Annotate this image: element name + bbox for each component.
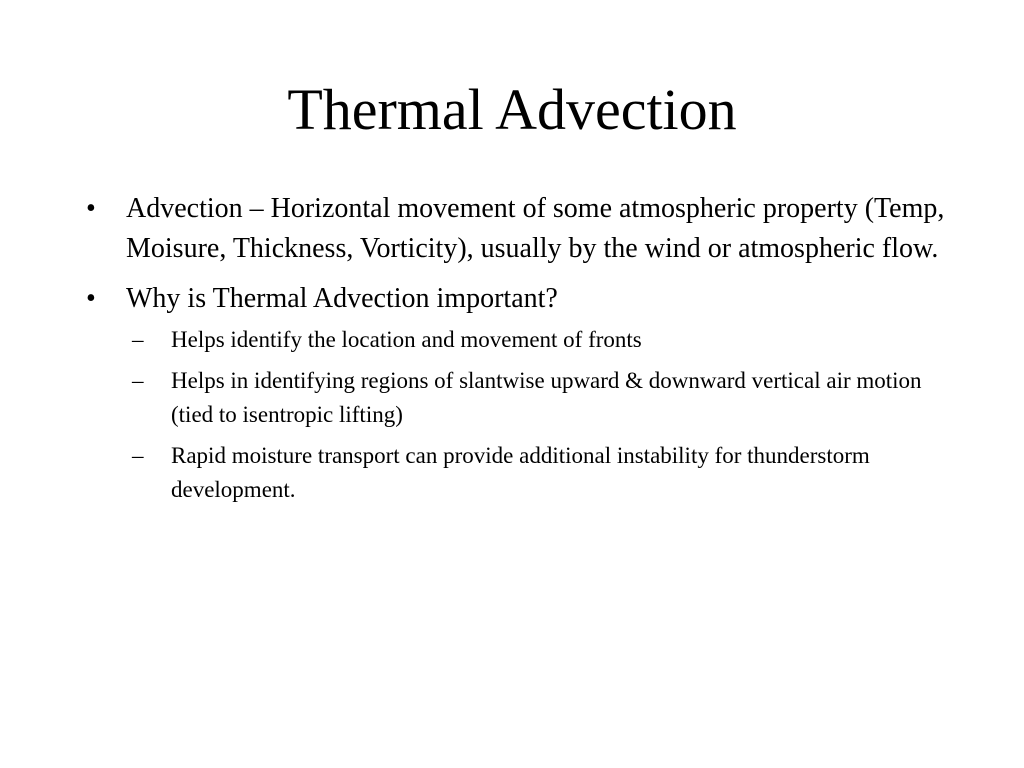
sub-bullet-marker: – [132, 443, 144, 468]
bullet-marker: • [86, 283, 96, 314]
bullet-item [86, 279, 956, 507]
bullet-list [86, 189, 956, 517]
sub-bullet-item [126, 439, 956, 507]
sub-bullet-marker: – [132, 368, 144, 393]
sub-bullet-text: Helps identify the location and movement of fronts [171, 327, 642, 352]
sub-bullet-marker: – [132, 327, 144, 352]
sub-bullet-item [126, 323, 956, 357]
slide-title: Thermal Advection [287, 77, 737, 142]
sub-bullet-text: Helps in identifying regions of slantwise upward & downward vertical air motion (tied to isentropic lifting) [171, 368, 922, 427]
bullet-text: Why is Thermal Advection important? [126, 283, 558, 314]
bullet-text: Advection – Horizontal movement of some atmospheric property (Temp, Moisure, Thickness, Vorticity), usually by the wind or atmospheric flow. [126, 193, 945, 264]
bullet-item [86, 189, 956, 269]
bullet-marker: • [86, 193, 96, 224]
sub-bullet-item [126, 364, 956, 432]
sub-bullet-list [126, 323, 956, 507]
sub-bullet-text: Rapid moisture transport can provide additional instability for thunderstorm development. [171, 443, 870, 502]
